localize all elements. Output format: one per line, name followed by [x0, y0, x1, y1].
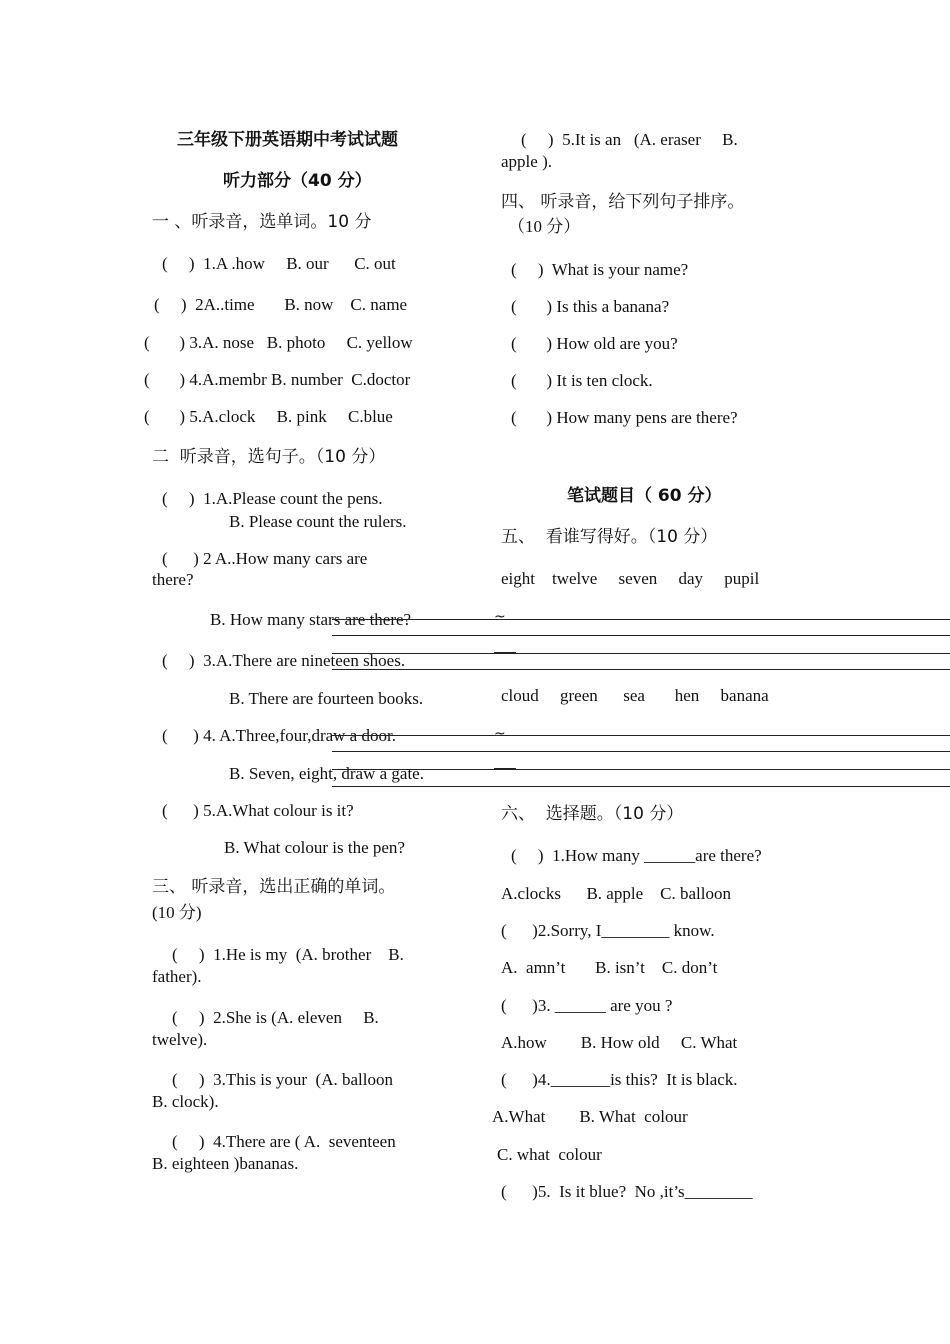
writing-line — [332, 751, 950, 752]
s1-item-1: ( ) 1.A .how B. our C. out — [162, 254, 396, 273]
s2-q4-b: B. Seven, eight, draw a gate. — [229, 764, 424, 783]
s5-words-row-1: eight twelve seven day pupil — [501, 569, 760, 588]
section-1-heading: 一 、听录音，选单词。10 分 — [152, 212, 372, 232]
s4-item-2: ( ) Is this a banana? — [511, 297, 670, 316]
s3-q5-a: ( ) 5.It is an (A. eraser B. — [521, 130, 738, 149]
s2-q1-b: B. Please count the rulers. — [229, 512, 407, 531]
writing-line — [332, 635, 950, 636]
s3-q3-a: ( ) 3.This is your (A. balloon — [172, 1070, 393, 1089]
s6-q2-options: A. amn’t B. isn’t C. don’t — [501, 958, 718, 977]
writing-line — [332, 619, 950, 620]
s4-item-4: ( ) It is ten clock. — [511, 371, 653, 390]
writing-line — [332, 653, 950, 654]
section-6-heading: 六、 选择题。（10 分） — [501, 804, 684, 824]
s2-q2-b: B. How many stars are there? — [210, 610, 412, 629]
section-3-heading: 三、 听录音，选出正确的单词。 — [152, 877, 396, 897]
s1-item-4: ( ) 4.A.membr B. number C.doctor — [144, 370, 411, 389]
s6-q4-options-2: C. what colour — [497, 1145, 602, 1164]
exam-title: 三年级下册英语期中考试试题 — [177, 130, 398, 150]
writing-line — [332, 669, 950, 670]
section-4-points: （10 分） — [508, 217, 581, 236]
short-dash — [494, 652, 516, 654]
s3-q4-b: B. eighteen )bananas. — [152, 1154, 299, 1173]
s2-q1-a: ( ) 1.A.Please count the pens. — [162, 489, 383, 508]
s6-q5: ( )5. Is it blue? No ,it’s________ — [501, 1182, 753, 1201]
section-2-heading: 二 听录音，选句子。（10 分） — [152, 447, 386, 467]
tick-mark: ~ — [494, 726, 506, 742]
s2-q4-a: ( ) 4. A.Three,four,draw a door. — [162, 726, 396, 745]
s4-item-1: ( ) What is your name? — [511, 260, 689, 279]
s3-q1-b: father). — [152, 967, 202, 986]
s6-q4-options-1: A.What B. What colour — [492, 1107, 688, 1126]
s1-item-3: ( ) 3.A. nose B. photo C. yellow — [144, 333, 413, 352]
s4-item-5: ( ) How many pens are there? — [511, 408, 738, 427]
s6-q3-options: A.how B. How old C. What — [501, 1033, 738, 1052]
section-4-heading: 四、 听录音，给下列句子排序。 — [501, 192, 745, 212]
s1-item-2: ( ) 2A..time B. now C. name — [154, 295, 408, 314]
s2-q2-a-cont: there? — [152, 570, 194, 589]
s3-q2-a: ( ) 2.She is (A. eleven B. — [172, 1008, 379, 1027]
s3-q3-b: B. clock). — [152, 1092, 219, 1111]
s2-q2-a: ( ) 2 A..How many cars are — [162, 549, 368, 568]
writing-line — [332, 769, 950, 770]
s6-q1: ( ) 1.How many ______are there? — [511, 846, 762, 865]
s2-q3-b: B. There are fourteen books. — [229, 689, 424, 708]
written-part-title: 笔试题目（ 60 分） — [567, 486, 722, 506]
s6-q1-options: A.clocks B. apple C. balloon — [501, 884, 731, 903]
writing-line — [332, 786, 950, 787]
tick-mark: ~ — [494, 609, 506, 625]
s3-q1-a: ( ) 1.He is my (A. brother B. — [172, 945, 404, 964]
s4-item-3: ( ) How old are you? — [511, 334, 678, 353]
s3-q2-b: twelve). — [152, 1030, 208, 1049]
listening-part-title: 听力部分（40 分） — [223, 171, 372, 191]
section-3-points: (10 分) — [152, 903, 202, 922]
s3-q5-b: apple ). — [501, 152, 552, 171]
s6-q4: ( )4._______is this? It is black. — [501, 1070, 738, 1089]
writing-line — [332, 735, 950, 736]
s2-q5-a: ( ) 5.A.What colour is it? — [162, 801, 354, 820]
s6-q2: ( )2.Sorry, I________ know. — [501, 921, 715, 940]
s2-q3-a: ( ) 3.A.There are nineteen shoes. — [162, 651, 406, 670]
short-dash — [494, 768, 516, 770]
s6-q3: ( )3. ______ are you ? — [501, 996, 673, 1015]
s3-q4-a: ( ) 4.There are ( A. seventeen — [172, 1132, 396, 1151]
s1-item-5: ( ) 5.A.clock B. pink C.blue — [144, 407, 393, 426]
s2-q5-b: B. What colour is the pen? — [224, 838, 405, 857]
section-5-heading: 五、 看谁写得好。（10 分） — [501, 527, 718, 547]
s5-words-row-2: cloud green sea hen banana — [501, 686, 769, 705]
